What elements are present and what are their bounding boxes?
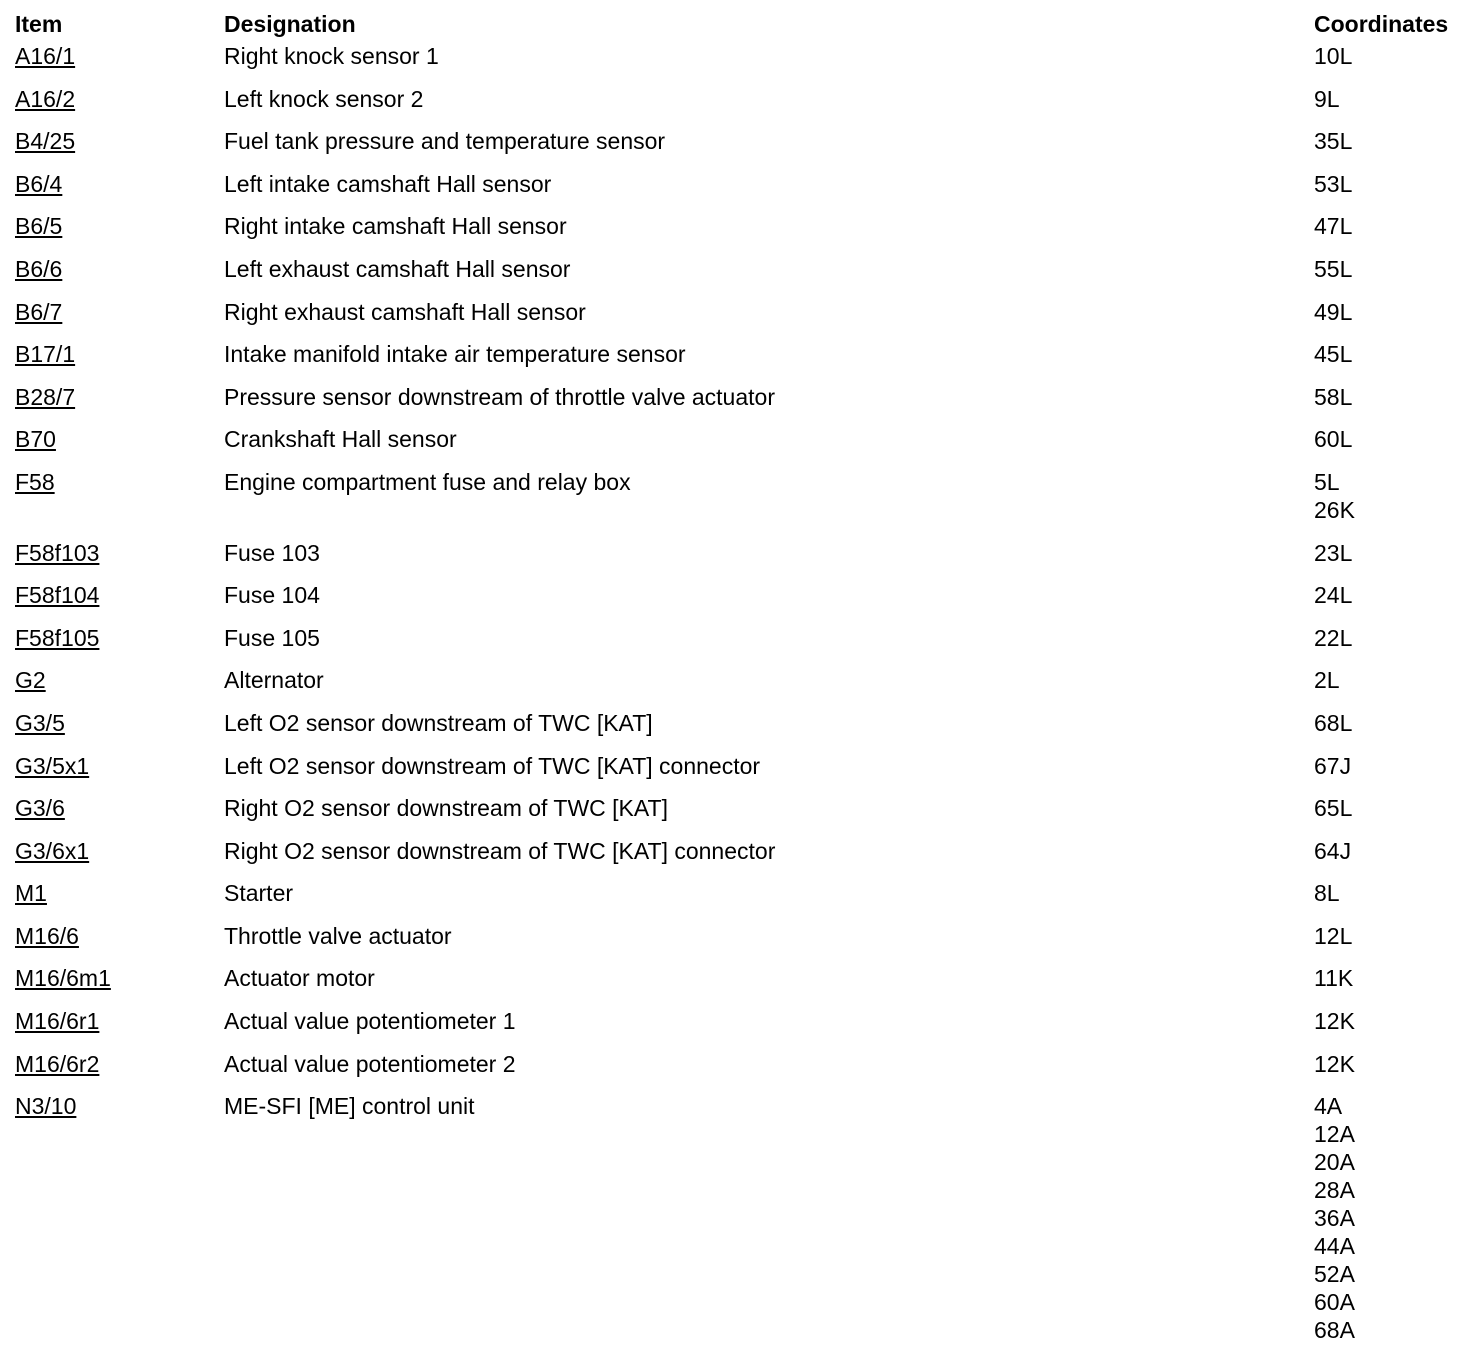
designation-cell: Fuse 105 xyxy=(224,624,320,651)
coordinates-cell xyxy=(1314,624,1465,652)
coordinates-cell xyxy=(1314,255,1465,283)
item-link[interactable]: M16/6r2 xyxy=(15,1050,100,1077)
designation-cell: Left O2 sensor downstream of TWC [KAT] xyxy=(224,709,653,736)
item-cell xyxy=(15,539,224,567)
coordinate-value: 65L xyxy=(1314,795,1353,822)
item-link[interactable]: A16/1 xyxy=(15,43,76,69)
designation-cell: Left O2 sensor downstream of TWC [KAT] connector xyxy=(224,752,761,779)
coordinate-value: 22L xyxy=(1314,624,1353,651)
item-cell xyxy=(15,624,224,652)
item-link[interactable]: M16/6m1 xyxy=(15,965,111,992)
coordinate-value: 58L xyxy=(1314,383,1353,410)
table-row xyxy=(15,1092,1465,1359)
table-row xyxy=(15,539,1465,582)
table-row xyxy=(15,127,1465,170)
coordinates-cell xyxy=(1314,1092,1465,1344)
item-cell xyxy=(15,1050,224,1078)
designation-cell: Actual value potentiometer 1 xyxy=(224,1008,516,1035)
designation-cell: Fuse 104 xyxy=(224,582,320,609)
coordinates-cell xyxy=(1314,42,1465,70)
item-cell xyxy=(15,212,224,240)
designation-cell: Pressure sensor downstream of throttle valve actuator xyxy=(224,383,775,410)
coordinate-value: 12K xyxy=(1314,1008,1355,1035)
item-cell xyxy=(15,837,224,865)
coordinate-value: 4A xyxy=(1314,1093,1343,1120)
item-link[interactable]: N3/10 xyxy=(15,1093,77,1120)
item-link[interactable]: M16/6r1 xyxy=(15,1008,100,1035)
table-row xyxy=(15,624,1465,667)
item-link[interactable]: A16/2 xyxy=(15,85,76,112)
header-coordinates: Coordinates xyxy=(1314,11,1449,37)
table-row xyxy=(15,298,1465,341)
coordinates-cell xyxy=(1314,581,1465,609)
coordinates-cell xyxy=(1314,212,1465,240)
item-cell xyxy=(15,42,224,70)
item-link[interactable]: B70 xyxy=(15,426,56,453)
item-cell xyxy=(15,298,224,326)
item-cell xyxy=(15,922,224,950)
header-designation: Designation xyxy=(224,11,356,37)
coordinate-value: 20A xyxy=(1314,1149,1355,1176)
coordinate-value: 60L xyxy=(1314,426,1353,453)
item-cell xyxy=(15,709,224,737)
item-link[interactable]: F58f104 xyxy=(15,582,100,609)
coordinate-value: 36A xyxy=(1314,1205,1355,1232)
table-row xyxy=(15,666,1465,709)
coordinate-value: 49L xyxy=(1314,298,1353,325)
coordinates-cell xyxy=(1314,425,1465,453)
item-link[interactable]: M16/6 xyxy=(15,922,79,949)
coordinate-value: 44A xyxy=(1314,1233,1355,1260)
table-row xyxy=(15,468,1465,539)
coordinate-value: 8L xyxy=(1314,880,1340,907)
designation-cell: Right intake camshaft Hall sensor xyxy=(224,213,567,240)
table-row xyxy=(15,42,1465,85)
coordinates-cell xyxy=(1314,298,1465,326)
coordinate-value: 9L xyxy=(1314,85,1340,112)
item-link[interactable]: G3/6 xyxy=(15,795,65,822)
table-row xyxy=(15,340,1465,383)
item-link[interactable]: G3/5 xyxy=(15,709,65,736)
coordinate-value: 26K xyxy=(1314,496,1355,523)
designation-cell: Engine compartment fuse and relay box xyxy=(224,468,631,495)
coordinate-value: 12L xyxy=(1314,922,1353,949)
coordinate-value: 53L xyxy=(1314,170,1353,197)
item-link[interactable]: G3/6x1 xyxy=(15,837,90,864)
item-link[interactable]: G3/5x1 xyxy=(15,752,90,779)
item-cell xyxy=(15,255,224,283)
table-row xyxy=(15,1050,1465,1093)
coordinates-cell xyxy=(1314,879,1465,907)
coordinate-value: 23L xyxy=(1314,539,1353,566)
table-row xyxy=(15,425,1465,468)
table-row xyxy=(15,922,1465,965)
item-link[interactable]: G2 xyxy=(15,667,46,694)
item-cell xyxy=(15,127,224,155)
coordinate-value: 68L xyxy=(1314,709,1353,736)
item-cell xyxy=(15,170,224,198)
item-link[interactable]: F58f103 xyxy=(15,539,100,566)
coordinates-cell xyxy=(1314,666,1465,694)
coordinates-cell xyxy=(1314,837,1465,865)
coordinate-value: 28A xyxy=(1314,1177,1355,1204)
legend-table xyxy=(15,10,1465,1359)
coordinates-cell xyxy=(1314,127,1465,155)
coordinate-value: 11K xyxy=(1314,965,1354,992)
coordinate-value: 67J xyxy=(1314,752,1352,779)
coordinate-value: 12A xyxy=(1314,1121,1355,1148)
coordinate-value: 45L xyxy=(1314,341,1353,368)
item-cell xyxy=(15,85,224,113)
coordinates-cell xyxy=(1314,85,1465,113)
coordinates-cell xyxy=(1314,964,1465,992)
table-row xyxy=(15,837,1465,880)
item-link[interactable]: F58f105 xyxy=(15,624,100,651)
item-link[interactable]: B4/25 xyxy=(15,128,76,155)
designation-cell: Left intake camshaft Hall sensor xyxy=(224,170,552,197)
table-row xyxy=(15,794,1465,837)
table-row xyxy=(15,1007,1465,1050)
table-header xyxy=(15,10,1465,42)
item-cell xyxy=(15,340,224,368)
table-row xyxy=(15,85,1465,128)
coordinate-value: 64J xyxy=(1314,837,1352,864)
coordinate-value: 35L xyxy=(1314,128,1353,155)
coordinates-cell xyxy=(1314,752,1465,780)
coordinates-cell xyxy=(1314,170,1465,198)
table-row xyxy=(15,709,1465,752)
designation-cell: Fuse 103 xyxy=(224,539,320,566)
header-item: Item xyxy=(15,11,63,37)
coordinates-cell xyxy=(1314,340,1465,368)
item-cell xyxy=(15,1092,224,1120)
designation-cell: Intake manifold intake air temperature sensor xyxy=(224,341,686,368)
table-row xyxy=(15,383,1465,426)
table-row xyxy=(15,170,1465,213)
item-cell xyxy=(15,425,224,453)
item-cell xyxy=(15,581,224,609)
designation-cell: Left knock sensor 2 xyxy=(224,85,424,112)
table-row xyxy=(15,581,1465,624)
table-body xyxy=(15,42,1465,1359)
item-cell xyxy=(15,794,224,822)
table-row xyxy=(15,964,1465,1007)
coordinates-cell xyxy=(1314,794,1465,822)
coordinate-value: 10L xyxy=(1314,43,1353,69)
designation-cell: Right exhaust camshaft Hall sensor xyxy=(224,298,586,325)
item-link[interactable]: B6/5 xyxy=(15,213,63,240)
coordinates-cell xyxy=(1314,1050,1465,1078)
item-cell xyxy=(15,964,224,992)
coordinate-value: 24L xyxy=(1314,582,1353,609)
designation-cell: Crankshaft Hall sensor xyxy=(224,426,457,453)
item-link[interactable]: M1 xyxy=(15,880,47,907)
item-link[interactable]: B6/7 xyxy=(15,298,63,325)
designation-cell: Right O2 sensor downstream of TWC [KAT] connector xyxy=(224,837,776,864)
coordinate-value: 68A xyxy=(1314,1317,1355,1344)
coordinate-value: 52A xyxy=(1314,1261,1355,1288)
item-cell xyxy=(15,383,224,411)
item-link[interactable]: B28/7 xyxy=(15,383,76,410)
coordinates-cell xyxy=(1314,383,1465,411)
coordinates-cell xyxy=(1314,922,1465,950)
designation-cell: Alternator xyxy=(224,667,324,694)
designation-cell: Actual value potentiometer 2 xyxy=(224,1050,516,1077)
designation-cell: Throttle valve actuator xyxy=(224,922,452,949)
coordinate-value: 60A xyxy=(1314,1289,1355,1316)
coordinate-value: 12K xyxy=(1314,1050,1355,1077)
table-row xyxy=(15,255,1465,298)
coordinate-value: 47L xyxy=(1314,213,1353,240)
item-link[interactable]: F58 xyxy=(15,468,55,495)
designation-cell: Right knock sensor 1 xyxy=(224,43,439,69)
item-cell xyxy=(15,752,224,780)
coordinates-cell xyxy=(1314,709,1465,737)
table-row xyxy=(15,752,1465,795)
designation-cell: Starter xyxy=(224,880,294,907)
coordinate-value: 55L xyxy=(1314,255,1353,282)
table-row xyxy=(15,879,1465,922)
coordinates-cell xyxy=(1314,1007,1465,1035)
designation-cell: Right O2 sensor downstream of TWC [KAT] xyxy=(224,795,668,822)
coordinate-value: 2L xyxy=(1314,667,1340,694)
designation-cell: Actuator motor xyxy=(224,965,375,992)
coordinate-value: 5L xyxy=(1314,468,1340,495)
designation-cell: Fuel tank pressure and temperature sensor xyxy=(224,128,666,155)
item-cell xyxy=(15,468,224,496)
coordinates-cell xyxy=(1314,539,1465,567)
coordinates-cell xyxy=(1314,468,1465,524)
designation-cell: Left exhaust camshaft Hall sensor xyxy=(224,255,571,282)
item-link[interactable]: B6/4 xyxy=(15,170,63,197)
designation-cell: ME-SFI [ME] control unit xyxy=(224,1093,475,1120)
item-cell xyxy=(15,666,224,694)
item-link[interactable]: B6/6 xyxy=(15,255,63,282)
item-cell xyxy=(15,879,224,907)
table-row xyxy=(15,212,1465,255)
item-link[interactable]: B17/1 xyxy=(15,341,76,368)
item-cell xyxy=(15,1007,224,1035)
